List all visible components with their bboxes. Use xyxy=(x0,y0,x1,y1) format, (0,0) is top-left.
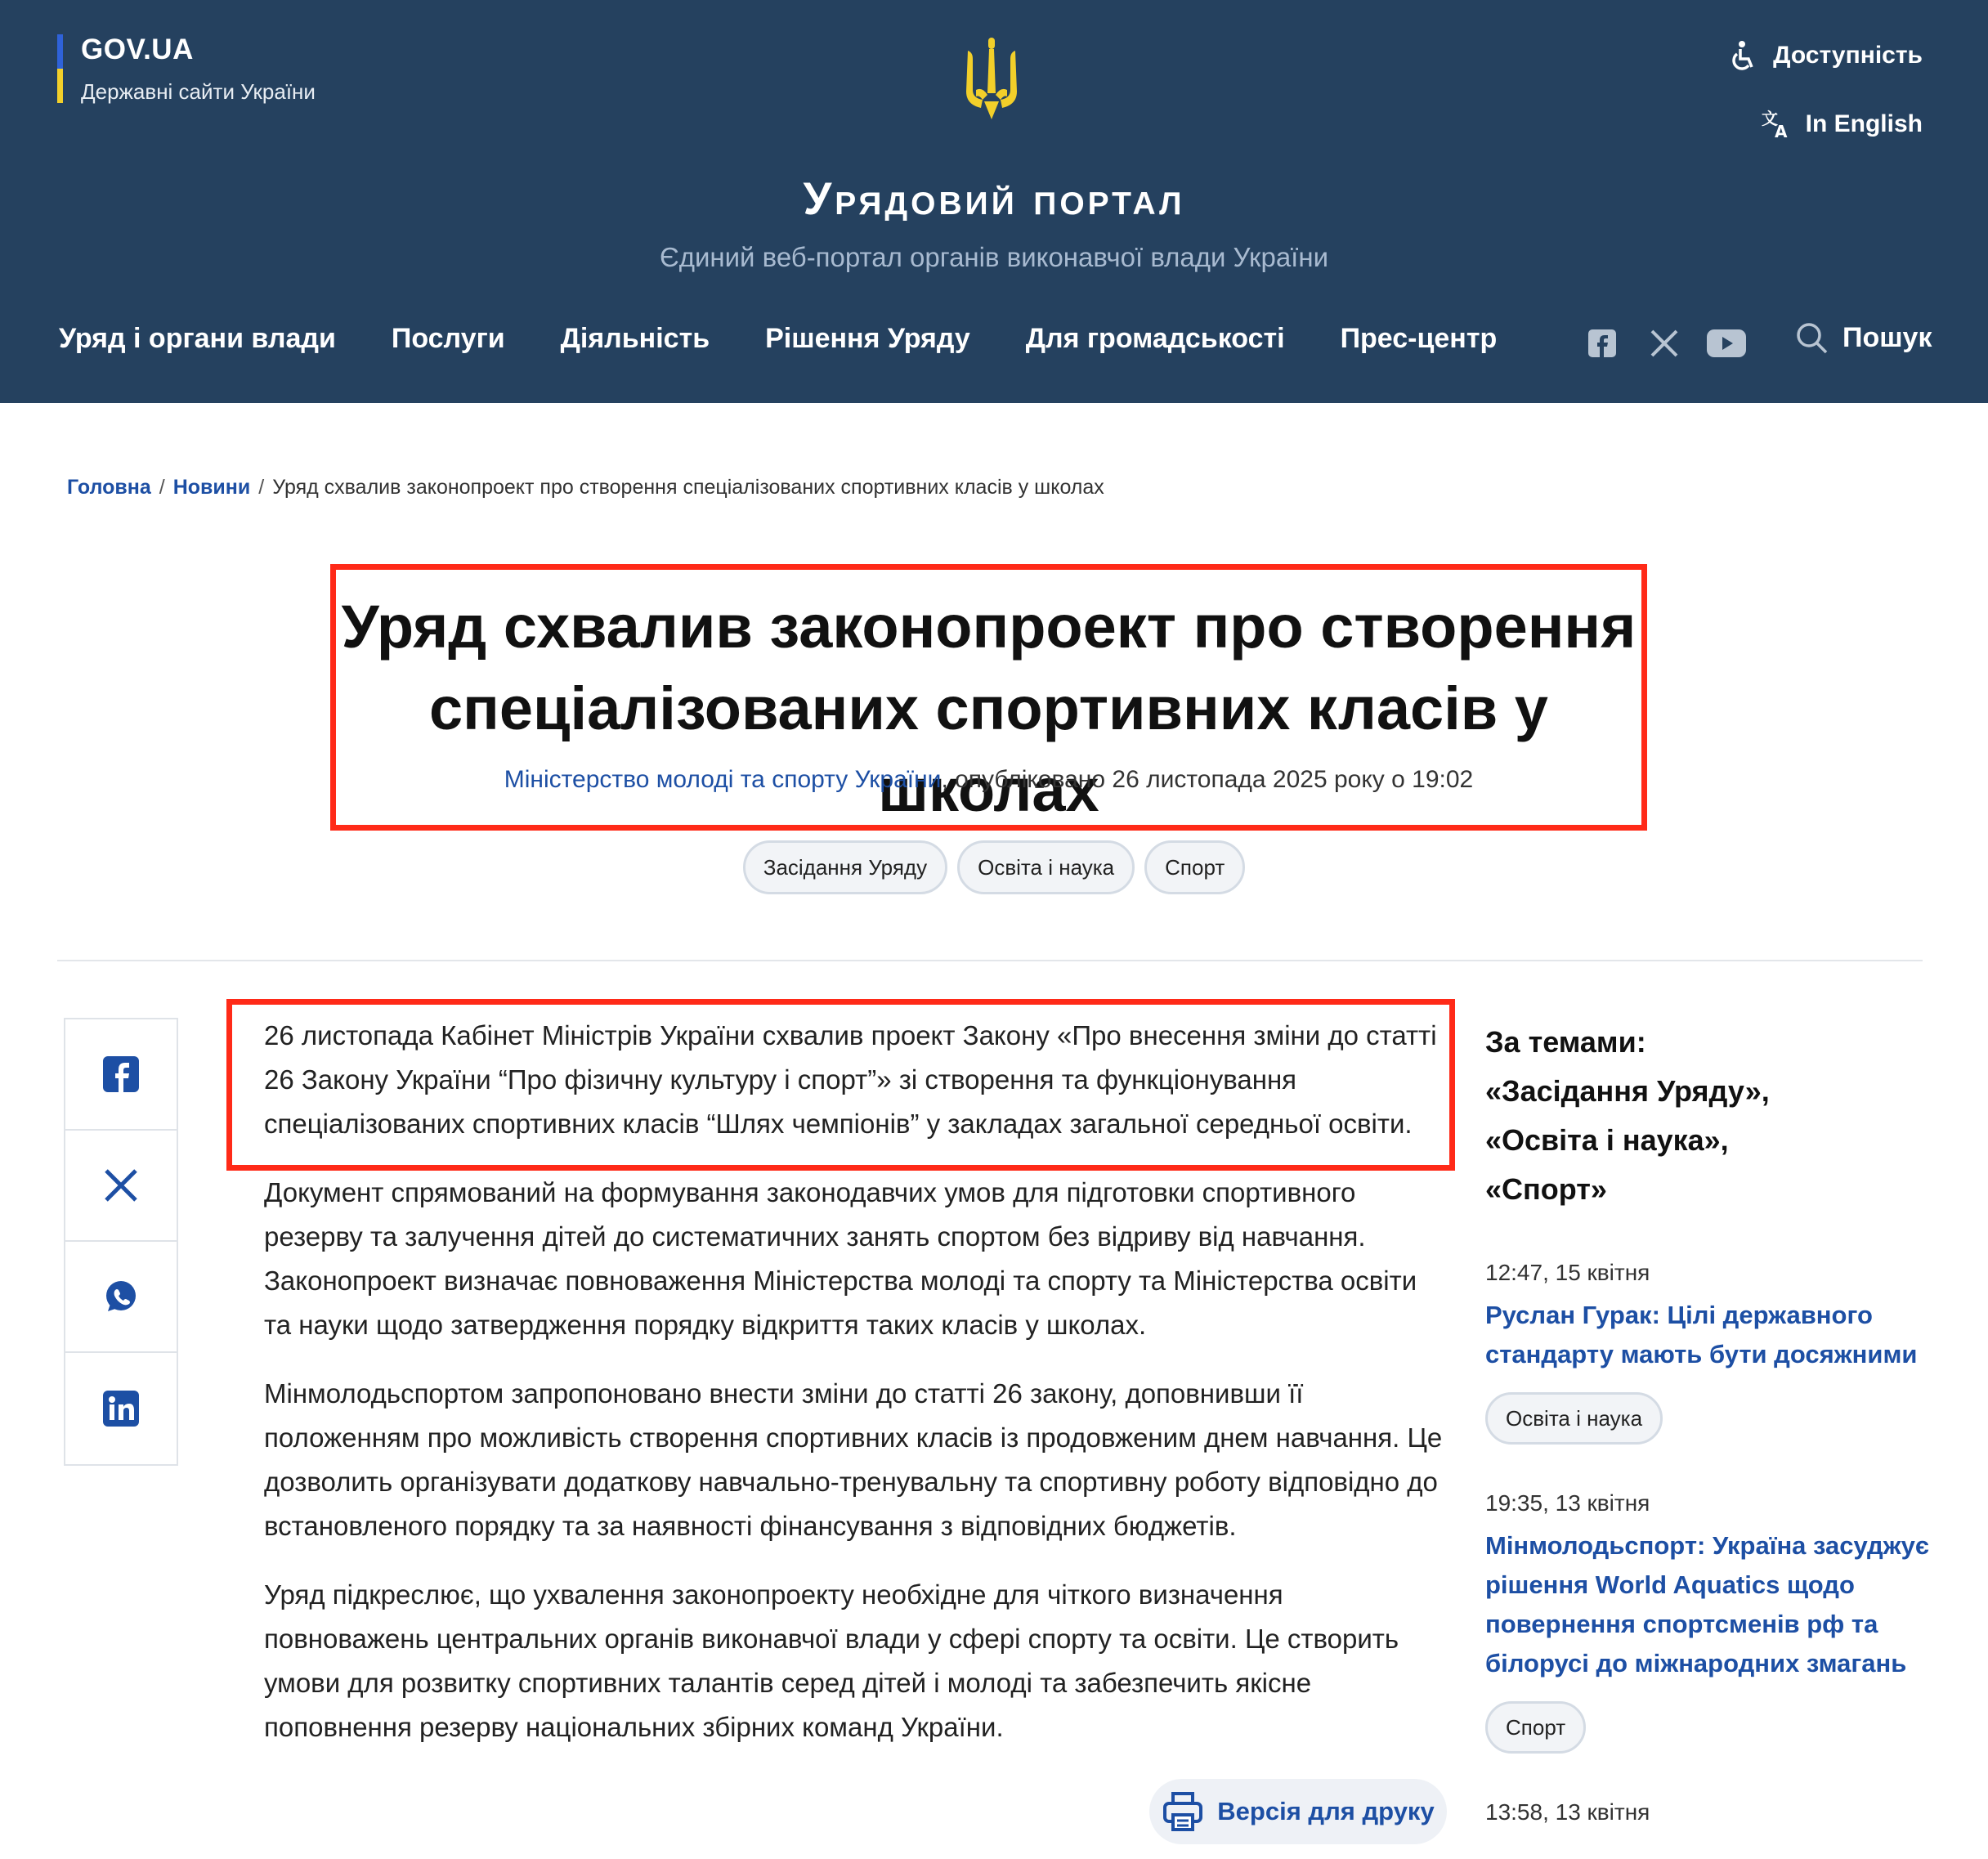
news-tag[interactable]: Освіта і наука xyxy=(1485,1392,1663,1445)
breadcrumb-home[interactable]: Головна xyxy=(67,476,151,499)
govua-title[interactable]: GOV.UA xyxy=(81,34,194,65)
news-link[interactable]: Мінмолодьспорт: Україна засуджує рішення World Aquatics щодо повернення спортсменів рф та білорусі до міжнародних змагань xyxy=(1485,1531,1929,1678)
sidebar-heading xyxy=(1485,1018,1943,1214)
site-header xyxy=(0,0,1988,403)
share-linkedin-button[interactable] xyxy=(65,1353,177,1464)
divider xyxy=(57,960,1923,961)
share-facebook-button[interactable] xyxy=(65,1019,177,1131)
article-tags xyxy=(0,840,1988,894)
accessibility-icon xyxy=(1727,39,1760,72)
breadcrumb-separator: / xyxy=(258,476,265,499)
print-version-button[interactable] xyxy=(1149,1779,1447,1844)
page-title xyxy=(336,586,1641,831)
nav-activity[interactable]: Діяльність xyxy=(560,323,710,354)
x-icon xyxy=(103,1167,139,1203)
tag-education[interactable]: Освіта і наука xyxy=(957,840,1135,894)
breadcrumb-current: Уряд схвалив законопроект про створення спеціалізованих спортивних класів у школах xyxy=(272,476,1104,499)
article-meta xyxy=(336,766,1641,794)
govua-subtitle: Державні сайти України xyxy=(81,79,316,104)
news-time: 12:47, 15 квітня xyxy=(1485,1260,1650,1285)
svg-text:文: 文 xyxy=(1761,109,1778,128)
article-paragraph: Документ спрямований на формування законодавчих умов для підготовки спортивного резерву та залучення дітей до систематичних занять спортом без відриву від навчання. Законопроект визначає повноваження Міністерства молоді та спорту та Міністерства освіти та науки щодо затвердження порядку відкриття таких класів у школах. xyxy=(264,1177,1417,1340)
accessibility-link[interactable] xyxy=(1727,39,1923,72)
printer-icon xyxy=(1162,1790,1204,1833)
nav-services[interactable]: Послуги xyxy=(391,323,505,354)
accessibility-label: Доступність xyxy=(1773,42,1923,69)
share-x-button[interactable] xyxy=(65,1131,177,1242)
linkedin-icon xyxy=(103,1391,139,1427)
page-title-line2: спеціалізованих спортивних класів у школах xyxy=(429,674,1548,824)
page-title-line1: Уряд схвалив законопроект про створення xyxy=(341,593,1637,661)
related-sidebar xyxy=(1485,1018,1943,1829)
govua-logo[interactable] xyxy=(57,34,316,103)
print-label: Версія для друку xyxy=(1217,1797,1435,1825)
breadcrumb-separator: / xyxy=(159,476,165,499)
sidebar-heading-line: «Спорт» xyxy=(1485,1172,1607,1206)
youtube-icon[interactable] xyxy=(1707,325,1746,361)
news-link[interactable]: Руслан Гурак: Цілі державного стандарту мають бути досяжними xyxy=(1485,1301,1918,1368)
main-nav xyxy=(59,323,1552,355)
tag-government-meeting[interactable]: Засідання Уряду xyxy=(743,840,947,894)
breadcrumb xyxy=(67,476,1104,499)
facebook-icon xyxy=(103,1056,139,1092)
search-label: Пошук xyxy=(1842,321,1932,353)
related-news-item xyxy=(1485,1257,1943,1445)
language-label: In English xyxy=(1805,110,1923,137)
facebook-icon[interactable] xyxy=(1583,325,1622,361)
nav-decisions[interactable]: Рішення Уряду xyxy=(765,323,970,354)
author-link[interactable]: Міністерство молоді та спорту України xyxy=(504,766,942,793)
published-date: , опубліковано 26 листопада 2025 року о 19:02 xyxy=(941,766,1474,793)
trident-icon[interactable] xyxy=(965,36,1019,121)
news-time: 19:35, 13 квітня xyxy=(1485,1490,1650,1516)
nav-public[interactable]: Для громадськості xyxy=(1025,323,1285,354)
search-button[interactable] xyxy=(1795,321,1932,354)
related-news-item xyxy=(1485,1796,1943,1829)
x-icon[interactable] xyxy=(1645,325,1684,361)
tag-sport[interactable]: Спорт xyxy=(1144,840,1245,894)
article-paragraph: 26 листопада Кабінет Міністрів України схвалив проект Закону «Про внесення зміни до статті 26 Закону України “Про фізичну культуру і спорт”» зі створення та функціонування спеціалізованих спортивних класів “Шлях чемпіонів” у закладах загальної середньої освіти. xyxy=(264,1020,1437,1139)
share-panel xyxy=(64,1018,178,1466)
news-tag[interactable]: Спорт xyxy=(1485,1701,1586,1754)
sidebar-heading-line: «Засідання Уряду», xyxy=(1485,1074,1770,1108)
share-whatsapp-button[interactable] xyxy=(65,1242,177,1353)
portal-subtitle: Єдиний веб-портал органів виконавчої влади України xyxy=(659,242,1329,272)
highlight-title-box xyxy=(330,564,1647,831)
related-news-item xyxy=(1485,1487,1943,1754)
breadcrumb-news[interactable]: Новини xyxy=(172,476,251,499)
article-paragraph: Мінмолодьспортом запропоновано внести зміни до статті 26 закону, доповнивши її положенням про можливість створення спортивних класів із продовженим днем навчання. Це дозволить організувати додаткову навчально-тренувальну та спортивну роботу відповідно до встановленого порядку та за наявності фінансування з відповідних бюджетів. xyxy=(264,1378,1443,1541)
sidebar-heading-line: За темами: xyxy=(1485,1025,1646,1059)
portal-title: Урядовий портал xyxy=(803,172,1185,224)
article-paragraph: Уряд підкреслює, що ухвалення законопроекту необхідне для чіткого визначення повноважень центральних органів виконавчої влади у сфері спорту та освіти. Це створить умови для розвитку спортивних талантів серед дітей і молоді та забезпечить якісне поповнення резерву національних збірних команд України. xyxy=(264,1579,1399,1742)
search-icon xyxy=(1795,321,1828,354)
language-link[interactable] xyxy=(1727,108,1923,141)
nav-government[interactable]: Уряд і органи влади xyxy=(59,323,336,354)
article-body xyxy=(264,1014,1449,1774)
svg-text:A: A xyxy=(1774,122,1788,141)
nav-press[interactable]: Прес-центр xyxy=(1340,323,1498,354)
whatsapp-icon xyxy=(103,1279,139,1315)
translate-icon xyxy=(1760,108,1793,141)
sidebar-heading-line: «Освіта і наука», xyxy=(1485,1123,1729,1157)
news-time: 13:58, 13 квітня xyxy=(1485,1799,1650,1825)
